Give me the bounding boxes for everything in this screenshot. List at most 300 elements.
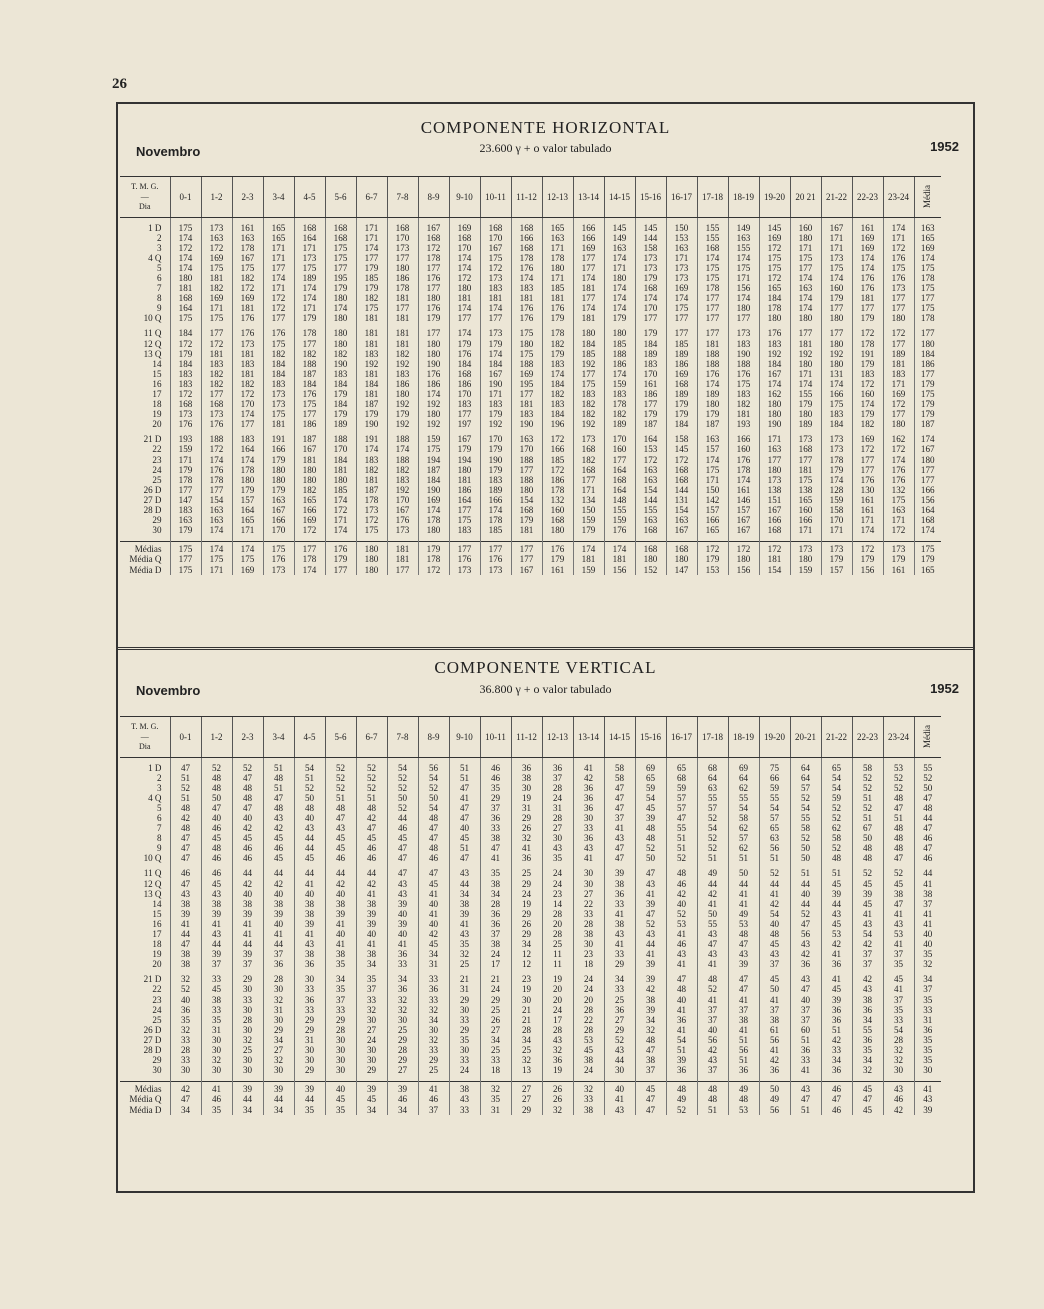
value-cell: 33 xyxy=(821,1046,852,1056)
value-cell: 32 xyxy=(883,1056,914,1066)
summary-cell: 168 xyxy=(635,541,666,555)
value-cell: 174 xyxy=(697,253,728,263)
value-cell: 180 xyxy=(883,314,914,324)
value-cell: 45 xyxy=(263,854,294,864)
value-cell: 24 xyxy=(449,1066,480,1076)
day-cell: 30 xyxy=(152,525,162,536)
summary-cell: 44 xyxy=(232,1095,263,1105)
value-cell: 172 xyxy=(666,455,697,465)
value-cell: 187 xyxy=(914,420,941,430)
value-cell: 184 xyxy=(821,420,852,430)
value-cell: 30 xyxy=(263,985,294,995)
value-cell: 30 xyxy=(573,813,604,823)
value-cell: 25 xyxy=(480,1005,511,1015)
summary-cell: 46 xyxy=(387,1095,418,1105)
summary-cell: 169 xyxy=(232,565,263,575)
value-cell: 28 xyxy=(573,919,604,929)
value-cell: 32 xyxy=(511,834,542,844)
value-cell: 42 xyxy=(356,879,387,889)
value-cell: 167 xyxy=(759,506,790,516)
hour-header: 21-22 xyxy=(821,177,852,218)
value-cell: 166 xyxy=(697,516,728,526)
value-cell: 43 xyxy=(263,813,294,823)
summary-cell: 171 xyxy=(201,565,232,575)
table-row xyxy=(120,783,941,793)
value-cell: 48 xyxy=(728,930,759,940)
value-cell: 63 xyxy=(697,783,728,793)
day-cell: 25 xyxy=(152,475,162,485)
value-cell: 48 xyxy=(356,803,387,813)
value-cell: 48 xyxy=(666,869,697,879)
value-cell: 175 xyxy=(821,400,852,410)
value-cell: 177 xyxy=(852,465,883,475)
value-cell: 40 xyxy=(294,889,325,899)
table-row xyxy=(120,763,941,773)
value-cell: 171 xyxy=(356,223,387,233)
value-cell: 24 xyxy=(356,1035,387,1045)
value-cell: 43 xyxy=(387,879,418,889)
value-cell: 48 xyxy=(201,773,232,783)
value-cell: 46 xyxy=(418,854,449,864)
value-cell: 19 xyxy=(511,793,542,803)
value-cell: 30 xyxy=(573,879,604,889)
value-cell: 148 xyxy=(604,495,635,505)
value-cell: 29 xyxy=(604,1025,635,1035)
hour-header: 0-1 xyxy=(170,717,201,758)
value-cell: 168 xyxy=(325,223,356,233)
value-cell: 165 xyxy=(914,233,941,243)
value-cell: 168 xyxy=(635,284,666,294)
day-header xyxy=(120,177,170,218)
value-cell: 142 xyxy=(697,495,728,505)
value-cell: 176 xyxy=(542,304,573,314)
value-cell: 145 xyxy=(604,223,635,233)
value-cell: 162 xyxy=(759,390,790,400)
value-cell: 39 xyxy=(325,909,356,919)
summary-cell: 35 xyxy=(201,1105,232,1115)
value-cell: 157 xyxy=(232,495,263,505)
value-cell: 39 xyxy=(635,813,666,823)
value-cell: 177 xyxy=(883,410,914,420)
value-cell: 57 xyxy=(759,813,790,823)
value-cell: 22 xyxy=(573,899,604,909)
value-cell: 52 xyxy=(666,854,697,864)
value-cell: 173 xyxy=(387,526,418,536)
value-cell: 180 xyxy=(511,485,542,495)
value-cell: 175 xyxy=(697,263,728,273)
summary-cell: 175 xyxy=(232,555,263,565)
value-cell: 174 xyxy=(728,475,759,485)
value-cell: 179 xyxy=(666,400,697,410)
value-cell: 46 xyxy=(480,773,511,783)
summary-cell: 34 xyxy=(387,1105,418,1115)
value-cell: 33 xyxy=(449,1056,480,1066)
day-cell: 18 xyxy=(152,399,162,410)
value-cell: 39 xyxy=(356,909,387,919)
day-cell: 12 Q xyxy=(143,879,162,889)
value-cell: 40 xyxy=(914,940,941,950)
hour-header: 8-9 xyxy=(418,717,449,758)
value-cell: 177 xyxy=(201,329,232,339)
value-cell: 179 xyxy=(790,400,821,410)
value-cell: 11 xyxy=(542,950,573,960)
media-label: Média xyxy=(922,184,933,208)
value-cell: 31 xyxy=(263,1005,294,1015)
value-cell: 41 xyxy=(294,930,325,940)
value-cell: 134 xyxy=(573,495,604,505)
value-cell: 62 xyxy=(728,844,759,854)
value-cell: 161 xyxy=(852,223,883,233)
value-cell: 34 xyxy=(325,975,356,985)
value-cell: 172 xyxy=(759,273,790,283)
value-cell: 34 xyxy=(418,1015,449,1025)
value-cell: 181 xyxy=(294,455,325,465)
vertical-month: Novembro xyxy=(136,683,201,698)
summary-cell: 32 xyxy=(573,1081,604,1095)
value-cell: 63 xyxy=(759,834,790,844)
value-cell: 183 xyxy=(387,475,418,485)
value-cell: 42 xyxy=(821,1035,852,1045)
value-cell: 155 xyxy=(728,243,759,253)
value-cell: 179 xyxy=(821,465,852,475)
summary-label: Média D xyxy=(129,1105,162,1115)
value-cell: 167 xyxy=(232,253,263,263)
value-cell: 30 xyxy=(325,1056,356,1066)
value-cell: 150 xyxy=(573,506,604,516)
value-cell: 37 xyxy=(914,985,941,995)
value-cell: 33 xyxy=(294,985,325,995)
value-cell: 168 xyxy=(480,223,511,233)
hour-header: 13-14 xyxy=(573,717,604,758)
value-cell: 177 xyxy=(573,369,604,379)
value-cell: 183 xyxy=(480,475,511,485)
hour-header: 17-18 xyxy=(697,177,728,218)
value-cell: 25 xyxy=(232,1046,263,1056)
value-cell: 44 xyxy=(387,813,418,823)
summary-cell: 31 xyxy=(480,1105,511,1115)
value-cell: 138 xyxy=(759,485,790,495)
value-cell: 30 xyxy=(542,834,573,844)
summary-cell: 43 xyxy=(604,1105,635,1115)
table-row xyxy=(120,495,941,505)
hour-header: 10-11 xyxy=(480,177,511,218)
summary-cell: 48 xyxy=(728,1095,759,1105)
summary-cell: 180 xyxy=(790,555,821,565)
value-cell: 56 xyxy=(790,930,821,940)
table-row xyxy=(120,390,941,400)
value-cell: 35 xyxy=(201,1015,232,1025)
day-cell: 21 D xyxy=(143,974,162,985)
value-cell: 173 xyxy=(201,223,232,233)
value-cell: 170 xyxy=(387,495,418,505)
value-cell: 166 xyxy=(790,516,821,526)
value-cell: 36 xyxy=(170,1005,201,1015)
value-cell: 188 xyxy=(511,475,542,485)
value-cell: 177 xyxy=(356,253,387,263)
day-cell: 22 xyxy=(152,444,162,455)
value-cell: 160 xyxy=(852,390,883,400)
table-row xyxy=(120,773,941,783)
summary-cell: 159 xyxy=(790,565,821,575)
value-cell: 178 xyxy=(914,273,941,283)
day-cell: 1 D xyxy=(148,763,162,773)
table-row xyxy=(120,985,941,995)
value-cell: 19 xyxy=(511,985,542,995)
value-cell: 35 xyxy=(325,985,356,995)
value-cell: 41 xyxy=(666,960,697,970)
summary-cell: 45 xyxy=(635,1081,666,1095)
value-cell: 175 xyxy=(821,263,852,273)
value-cell: 173 xyxy=(635,263,666,273)
value-cell: 181 xyxy=(325,465,356,475)
value-cell: 180 xyxy=(728,304,759,314)
value-cell: 178 xyxy=(170,475,201,485)
value-cell: 180 xyxy=(759,410,790,420)
value-cell: 168 xyxy=(790,445,821,455)
value-cell: 36 xyxy=(294,995,325,1005)
value-cell: 41 xyxy=(883,985,914,995)
value-cell: 47 xyxy=(418,834,449,844)
value-cell: 43 xyxy=(201,930,232,940)
summary-cell: 157 xyxy=(821,565,852,575)
value-cell: 35 xyxy=(914,1035,941,1045)
value-cell: 174 xyxy=(914,526,941,536)
value-cell: 174 xyxy=(325,304,356,314)
summary-cell: 43 xyxy=(790,1081,821,1095)
value-cell: 184 xyxy=(542,379,573,389)
value-cell: 164 xyxy=(914,506,941,516)
day-cell: 24 xyxy=(152,1005,162,1015)
value-cell: 50 xyxy=(759,985,790,995)
value-cell: 50 xyxy=(294,793,325,803)
value-cell: 25 xyxy=(449,960,480,970)
value-cell: 57 xyxy=(666,793,697,803)
value-cell: 170 xyxy=(449,390,480,400)
value-cell: 178 xyxy=(480,516,511,526)
value-cell: 181 xyxy=(449,294,480,304)
table-row xyxy=(120,475,941,485)
value-cell: 41 xyxy=(325,940,356,950)
value-cell: 30 xyxy=(170,1066,201,1076)
value-cell: 180 xyxy=(325,329,356,339)
value-cell: 177 xyxy=(449,314,480,324)
value-cell: 168 xyxy=(666,475,697,485)
value-cell: 41 xyxy=(728,889,759,899)
value-cell: 36 xyxy=(480,919,511,929)
value-cell: 175 xyxy=(573,379,604,389)
summary-cell: 174 xyxy=(604,541,635,555)
value-cell: 24 xyxy=(573,985,604,995)
value-cell: 163 xyxy=(728,233,759,243)
value-cell: 183 xyxy=(170,506,201,516)
value-cell: 29 xyxy=(294,1066,325,1076)
value-cell: 35 xyxy=(480,869,511,879)
value-cell: 174 xyxy=(170,263,201,273)
value-cell: 64 xyxy=(697,773,728,783)
value-cell: 29 xyxy=(604,960,635,970)
day-cell: 28 D xyxy=(143,505,162,516)
value-cell: 52 xyxy=(666,909,697,919)
value-cell: 35 xyxy=(914,995,941,1005)
value-cell: 179 xyxy=(542,349,573,359)
value-cell: 40 xyxy=(418,899,449,909)
summary-cell: 37 xyxy=(418,1105,449,1115)
value-cell: 180 xyxy=(604,273,635,283)
value-cell: 62 xyxy=(728,824,759,834)
value-cell: 29 xyxy=(449,995,480,1005)
value-cell: 177 xyxy=(387,304,418,314)
value-cell: 179 xyxy=(170,526,201,536)
value-cell: 40 xyxy=(263,919,294,929)
value-cell: 64 xyxy=(790,773,821,783)
value-cell: 182 xyxy=(542,339,573,349)
value-cell: 181 xyxy=(232,349,263,359)
value-cell: 68 xyxy=(666,773,697,783)
value-cell: 175 xyxy=(728,263,759,273)
value-cell: 151 xyxy=(759,495,790,505)
value-cell: 172 xyxy=(883,400,914,410)
value-cell: 173 xyxy=(883,284,914,294)
value-cell: 196 xyxy=(542,420,573,430)
hour-header: 17-18 xyxy=(697,717,728,758)
value-cell: 43 xyxy=(728,950,759,960)
value-cell: 174 xyxy=(511,273,542,283)
tables-frame xyxy=(116,102,975,1193)
value-cell: 188 xyxy=(511,359,542,369)
day-cell: 20 xyxy=(152,419,162,430)
value-cell: 30 xyxy=(449,1046,480,1056)
value-cell: 40 xyxy=(294,813,325,823)
value-cell: 37 xyxy=(697,1066,728,1076)
day-cell: 9 xyxy=(156,303,162,314)
value-cell: 174 xyxy=(232,410,263,420)
value-cell: 186 xyxy=(387,273,418,283)
value-cell: 170 xyxy=(387,233,418,243)
value-cell: 28 xyxy=(573,1005,604,1015)
value-cell: 69 xyxy=(728,763,759,773)
summary-cell: 46 xyxy=(821,1105,852,1115)
value-cell: 38 xyxy=(914,889,941,899)
summary-cell: 176 xyxy=(449,555,480,565)
value-cell: 52 xyxy=(635,919,666,929)
value-cell: 179 xyxy=(852,359,883,369)
value-cell: 168 xyxy=(511,506,542,516)
value-cell: 175 xyxy=(759,263,790,273)
hour-header: 20-21 xyxy=(790,717,821,758)
value-cell: 39 xyxy=(387,919,418,929)
value-cell: 177 xyxy=(914,465,941,475)
value-cell: 33 xyxy=(604,985,635,995)
hour-header: 9-10 xyxy=(449,717,480,758)
summary-row xyxy=(120,565,941,575)
value-cell: 180 xyxy=(542,526,573,536)
table-row xyxy=(120,803,941,813)
value-cell: 176 xyxy=(883,475,914,485)
summary-cell: 177 xyxy=(170,555,201,565)
value-cell: 27 xyxy=(263,1046,294,1056)
value-cell: 38 xyxy=(480,879,511,889)
value-cell: 52 xyxy=(821,803,852,813)
value-cell: 189 xyxy=(480,485,511,495)
value-cell: 171 xyxy=(821,243,852,253)
value-cell: 45 xyxy=(294,854,325,864)
value-cell: 174 xyxy=(883,455,914,465)
summary-cell: 168 xyxy=(666,541,697,555)
value-cell: 164 xyxy=(294,233,325,243)
value-cell: 181 xyxy=(387,329,418,339)
value-cell: 190 xyxy=(356,420,387,430)
value-cell: 38 xyxy=(480,834,511,844)
day-cell: 16 xyxy=(152,919,162,929)
value-cell: 47 xyxy=(604,803,635,813)
value-cell: 40 xyxy=(232,889,263,899)
value-cell: 52 xyxy=(232,763,263,773)
summary-cell: 177 xyxy=(294,541,325,555)
value-cell: 37 xyxy=(883,950,914,960)
value-cell: 172 xyxy=(418,243,449,253)
summary-cell: 51 xyxy=(790,1105,821,1115)
value-cell: 44 xyxy=(294,834,325,844)
value-cell: 41 xyxy=(666,930,697,940)
value-cell: 39 xyxy=(821,889,852,899)
value-cell: 37 xyxy=(728,1005,759,1015)
value-cell: 172 xyxy=(635,455,666,465)
value-cell: 45 xyxy=(418,940,449,950)
value-cell: 167 xyxy=(480,243,511,253)
summary-label: Média D xyxy=(129,565,162,575)
value-cell: 35 xyxy=(852,1046,883,1056)
summary-row xyxy=(120,555,941,565)
value-cell: 27 xyxy=(573,889,604,899)
value-cell: 50 xyxy=(201,793,232,803)
value-cell: 47 xyxy=(170,854,201,864)
hour-header: 16-17 xyxy=(666,717,697,758)
value-cell: 50 xyxy=(790,844,821,854)
value-cell: 165 xyxy=(790,495,821,505)
value-cell: 47 xyxy=(883,854,914,864)
value-cell: 47 xyxy=(480,844,511,854)
value-cell: 37 xyxy=(914,899,941,909)
value-cell: 192 xyxy=(821,349,852,359)
media-header xyxy=(914,717,941,758)
value-cell: 156 xyxy=(914,495,941,505)
value-cell: 165 xyxy=(542,223,573,233)
summary-cell: 51 xyxy=(697,1105,728,1115)
hour-header: 6-7 xyxy=(356,177,387,218)
day-cell: 26 D xyxy=(143,485,162,495)
value-cell: 159 xyxy=(170,445,201,455)
value-cell: 163 xyxy=(635,516,666,526)
value-cell: 33 xyxy=(914,1005,941,1015)
value-cell: 164 xyxy=(232,506,263,516)
value-cell: 47 xyxy=(666,975,697,985)
value-cell: 183 xyxy=(542,359,573,369)
value-cell: 41 xyxy=(914,919,941,929)
value-cell: 168 xyxy=(201,400,232,410)
value-cell: 36 xyxy=(511,854,542,864)
value-cell: 179 xyxy=(263,455,294,465)
value-cell: 171 xyxy=(325,516,356,526)
summary-cell: 173 xyxy=(263,565,294,575)
value-cell: 38 xyxy=(325,950,356,960)
value-cell: 54 xyxy=(821,773,852,783)
summary-cell: 26 xyxy=(542,1095,573,1105)
value-cell: 173 xyxy=(573,435,604,445)
value-cell: 183 xyxy=(356,455,387,465)
value-cell: 35 xyxy=(542,854,573,864)
value-cell: 174 xyxy=(418,506,449,516)
value-cell: 175 xyxy=(511,349,542,359)
